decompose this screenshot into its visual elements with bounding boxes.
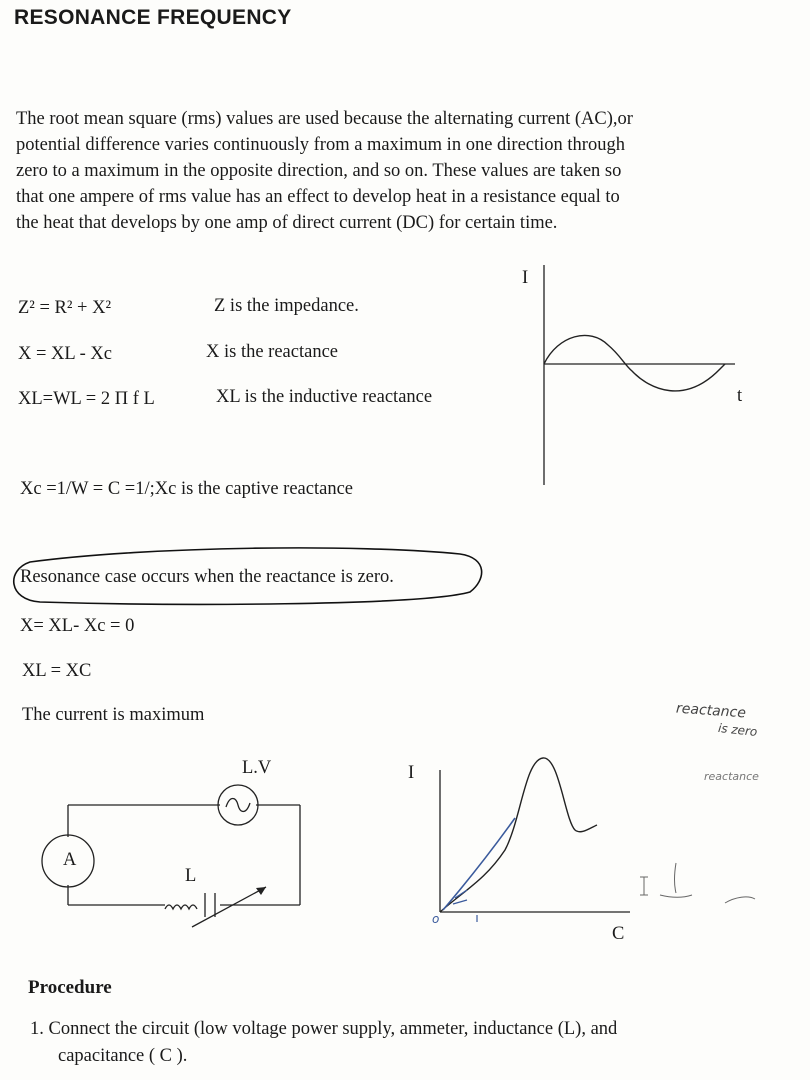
resonance-graph-x-label: C [612,924,625,944]
step-text: Connect the circuit (low voltage power supply, ammeter, inductance (L), and [48,1019,618,1039]
resonance-curve [440,758,597,912]
intro-line: the heat that develops by one amp of direct current (DC) for certain time. [16,213,558,233]
handwritten-note: is zero [717,720,758,740]
inductive-reactance-formula: XL=WL = 2 Π f L [18,389,155,409]
sine-graph-y-label: I [522,268,529,288]
resonance-equation: X= XL- Xc = 0 [20,616,135,636]
circuit-diagram [30,755,320,925]
intro-paragraph [16,106,756,236]
pen-annotation [443,818,515,910]
intro-line: The root mean square (rms) values are used because the alternating current (AC),or [16,109,633,129]
capacitive-reactance-line: Xc =1/W = C =1/;Xc is the captive reactance [20,479,353,499]
variable-capacitor-icon [192,887,266,927]
current-maximum-text: The current is maximum [22,705,205,725]
procedure-title: Procedure [28,977,112,998]
inductor-coil-icon [165,905,197,909]
pen-mark [453,890,467,904]
handwritten-note: reactance [704,770,759,783]
procedure-step-1 [30,1016,617,1070]
xl-equals-xc: XL = XC [22,661,92,681]
source-label: L.V [242,758,272,778]
resonance-graph-y-label: I [408,763,415,783]
sine-wave-graph [520,265,770,490]
reactance-description: X is the reactance [206,342,338,362]
reactance-formula: X = XL - Xc [18,344,112,364]
intro-line: that one ampere of rms value has an effect to develop heat in a resistance equal to [16,187,620,207]
origin-label: o [432,912,440,926]
impedance-description: Z is the impedance. [214,296,359,316]
sine-wave-curve [544,335,725,390]
step-number: 1. [30,1019,44,1039]
resonance-curve-graph [425,740,665,940]
handwritten-note: reactance [675,700,747,722]
intro-line: potential difference varies continuously from a maximum in one direction through [16,135,625,155]
step-text: capacitance ( C ). [58,1046,188,1066]
sine-graph-x-label: t [737,386,743,406]
ammeter-label: A [63,850,77,870]
impedance-formula: Z² = R² + X² [18,298,112,318]
handwritten-sketch [640,855,760,925]
intro-line: zero to a maximum in the opposite direction, and so on. These values are taken so [16,161,622,181]
resonance-statement: Resonance case occurs when the reactance is zero. [20,567,394,587]
inductor-label: L [185,866,197,886]
ac-source-icon [218,785,258,825]
page-title: RESONANCE FREQUENCY [14,6,292,29]
inductive-reactance-description: XL is the inductive reactance [216,387,433,407]
